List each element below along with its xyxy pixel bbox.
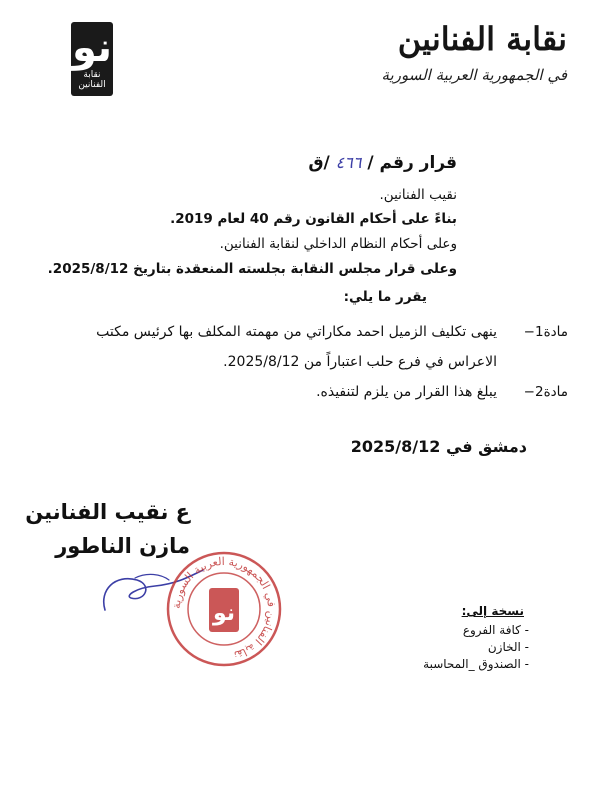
official-stamp [165,550,283,668]
copies-heading: نسخة إلى: [461,604,524,618]
union-logo [71,22,113,96]
preamble-line-1: نقيب الفنانين. [379,187,457,203]
decides-heading: يقرر ما يلي: [343,289,427,305]
stamp-ring-text: نقابة الفنانين في الجمهورية العربية السورية [169,554,279,662]
article-1-text: ينهى تكليف الزميل احمد مكاراتي من مهمته المكلف بها كرئيس مكتب الاعراس في فرع حلب اعتباراً من 2025/8/12. [96,324,497,370]
union-subtitle: في الجمهورية العربية السورية [381,66,567,84]
issue-date: دمشق في 2025/8/12 [350,437,527,456]
article-2-label: مادة2− [523,384,568,400]
signatory-name: مازن الناطور [55,534,190,558]
preamble-line-2: بناءً على أحكام القانون رقم 40 لعام 2019. [170,211,457,227]
decision-title [308,153,457,173]
list-item: - الخازن [423,639,529,656]
signatory-title: ع نقيب الفنانين [25,500,190,524]
preamble-line-3: وعلى أحكام النظام الداخلي لنقابة الفنانين. [219,236,457,252]
decision-prefix: قرار رقم / [367,153,457,173]
stamp-center-mark: نو [212,601,236,626]
list-item: - كافة الفروع [423,622,529,639]
article-2-text: يبلغ هذا القرار من يلزم لتنفيذه. [316,384,497,400]
preamble-line-4: وعلى قرار مجلس النقابة بجلسته المنعقدة بتاريخ 2025/8/12. [47,261,457,277]
decision-suffix: /ق [308,153,330,173]
union-name: نقابة الفنانين [397,20,567,58]
logo-mark: نو [71,25,113,71]
logo-caption: نقابة الفنانين [78,70,106,90]
decision-number: ٤٦٦ [335,153,362,172]
copies-list [423,622,529,673]
list-item: - الصندوق _المحاسبة [423,656,529,673]
article-1-label: مادة1− [523,324,568,340]
